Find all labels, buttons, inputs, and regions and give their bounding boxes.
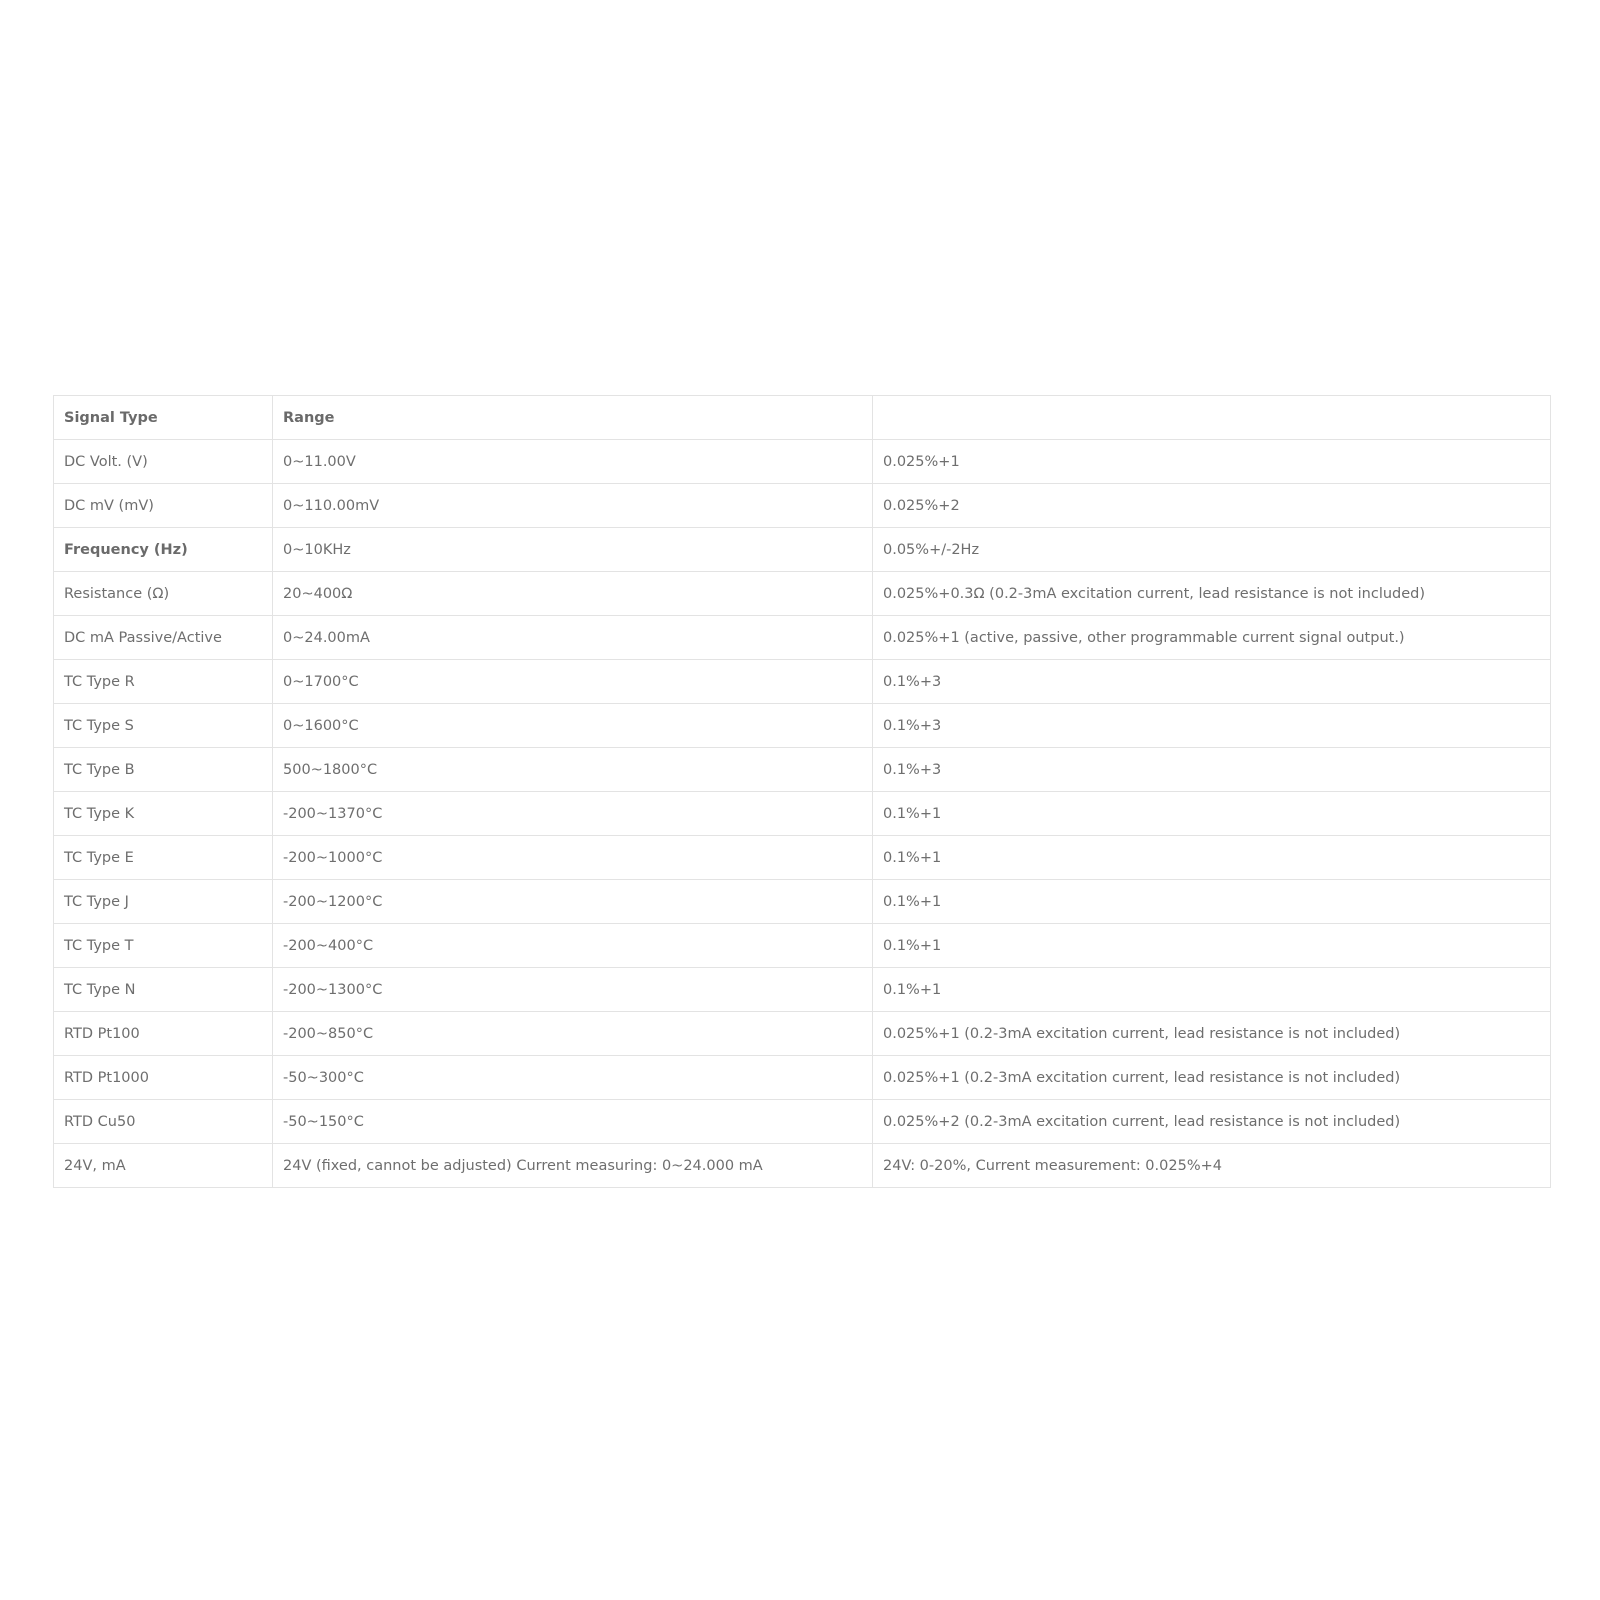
table-row — [54, 1100, 1551, 1144]
cell-range: -50~300°C — [273, 1056, 873, 1100]
cell-accuracy: 0.025%+1 (0.2-3mA excitation current, lead resistance is not included) — [873, 1056, 1551, 1100]
cell-range: -200~1370°C — [273, 792, 873, 836]
cell-range: 0~11.00V — [273, 440, 873, 484]
table-row — [54, 440, 1551, 484]
header-range: Range — [273, 396, 873, 440]
cell-accuracy: 0.1%+1 — [873, 836, 1551, 880]
cell-range: 0~110.00mV — [273, 484, 873, 528]
cell-signal-type: DC mA Passive/Active — [54, 616, 273, 660]
header-signal-type: Signal Type — [54, 396, 273, 440]
cell-accuracy: 0.025%+2 (0.2-3mA excitation current, lead resistance is not included) — [873, 1100, 1551, 1144]
table-row — [54, 484, 1551, 528]
cell-signal-type: TC Type E — [54, 836, 273, 880]
cell-signal-type: TC Type K — [54, 792, 273, 836]
cell-accuracy: 0.025%+1 (0.2-3mA excitation current, lead resistance is not included) — [873, 1012, 1551, 1056]
table-row — [54, 880, 1551, 924]
cell-signal-type: Frequency (Hz) — [54, 528, 273, 572]
cell-accuracy: 0.1%+1 — [873, 880, 1551, 924]
table-row — [54, 616, 1551, 660]
cell-accuracy: 0.1%+1 — [873, 792, 1551, 836]
cell-range: -200~1000°C — [273, 836, 873, 880]
cell-signal-type: TC Type R — [54, 660, 273, 704]
table-row — [54, 1012, 1551, 1056]
cell-signal-type: RTD Pt1000 — [54, 1056, 273, 1100]
cell-accuracy: 0.1%+3 — [873, 704, 1551, 748]
cell-range: -200~1200°C — [273, 880, 873, 924]
table-row — [54, 660, 1551, 704]
table-body — [54, 440, 1551, 1188]
cell-accuracy: 0.025%+0.3Ω (0.2-3mA excitation current, lead resistance is not included) — [873, 572, 1551, 616]
cell-range: 24V (fixed, cannot be adjusted) Current measuring: 0~24.000 mA — [273, 1144, 873, 1188]
table-row — [54, 924, 1551, 968]
table-row — [54, 968, 1551, 1012]
table-row — [54, 528, 1551, 572]
cell-signal-type: TC Type B — [54, 748, 273, 792]
cell-accuracy: 0.05%+/-2Hz — [873, 528, 1551, 572]
cell-range: 0~1600°C — [273, 704, 873, 748]
cell-signal-type: DC Volt. (V) — [54, 440, 273, 484]
cell-accuracy: 0.025%+1 — [873, 440, 1551, 484]
table-row — [54, 1056, 1551, 1100]
cell-range: 500~1800°C — [273, 748, 873, 792]
cell-accuracy: 0.025%+1 (active, passive, other programmable current signal output.) — [873, 616, 1551, 660]
cell-signal-type: RTD Pt100 — [54, 1012, 273, 1056]
table-row — [54, 704, 1551, 748]
cell-range: 0~24.00mA — [273, 616, 873, 660]
table-row — [54, 792, 1551, 836]
table-row — [54, 836, 1551, 880]
cell-signal-type: TC Type J — [54, 880, 273, 924]
cell-range: -200~850°C — [273, 1012, 873, 1056]
table-row — [54, 1144, 1551, 1188]
cell-range: -200~400°C — [273, 924, 873, 968]
table-row — [54, 572, 1551, 616]
cell-accuracy: 0.1%+1 — [873, 924, 1551, 968]
cell-range: 0~1700°C — [273, 660, 873, 704]
cell-range: -50~150°C — [273, 1100, 873, 1144]
header-accuracy — [873, 396, 1551, 440]
cell-accuracy: 0.025%+2 — [873, 484, 1551, 528]
cell-range: -200~1300°C — [273, 968, 873, 1012]
cell-accuracy: 24V: 0-20%, Current measurement: 0.025%+4 — [873, 1144, 1551, 1188]
cell-accuracy: 0.1%+1 — [873, 968, 1551, 1012]
spec-table — [53, 395, 1551, 1188]
cell-range: 20~400Ω — [273, 572, 873, 616]
cell-signal-type: DC mV (mV) — [54, 484, 273, 528]
cell-signal-type: RTD Cu50 — [54, 1100, 273, 1144]
cell-signal-type: TC Type S — [54, 704, 273, 748]
cell-signal-type: Resistance (Ω) — [54, 572, 273, 616]
table-row — [54, 748, 1551, 792]
cell-accuracy: 0.1%+3 — [873, 748, 1551, 792]
table-header-row — [54, 396, 1551, 440]
cell-signal-type: TC Type N — [54, 968, 273, 1012]
cell-accuracy: 0.1%+3 — [873, 660, 1551, 704]
cell-signal-type: 24V, mA — [54, 1144, 273, 1188]
cell-signal-type: TC Type T — [54, 924, 273, 968]
cell-range: 0~10KHz — [273, 528, 873, 572]
